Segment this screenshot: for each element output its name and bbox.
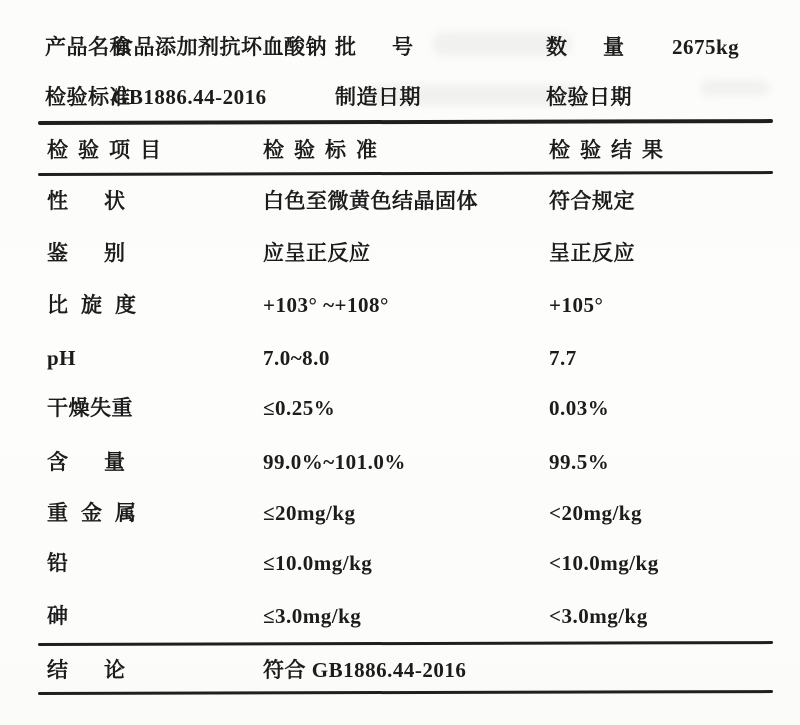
- conclusion-row: [0, 658, 800, 684]
- info-row-product: [0, 35, 800, 61]
- item-name: 干燥失重: [47, 396, 133, 420]
- table-row: [0, 604, 800, 630]
- table-row: [0, 346, 800, 372]
- item-standard: 应呈正反应: [263, 241, 371, 265]
- item-result: 0.03%: [549, 396, 610, 420]
- item-result: 7.7: [549, 346, 577, 370]
- column-header-standard: 检验标准: [263, 138, 387, 162]
- table-row: [0, 551, 800, 577]
- item-result: 符合规定: [549, 189, 635, 213]
- conclusion-label: 结论: [47, 658, 161, 682]
- quantity-value: 2675kg: [672, 35, 740, 59]
- item-standard: ≤20mg/kg: [263, 501, 356, 525]
- item-name: 重金属: [47, 501, 149, 525]
- item-result: <10.0mg/kg: [549, 551, 659, 575]
- item-result: 99.5%: [549, 450, 610, 474]
- item-result: <20mg/kg: [549, 501, 642, 525]
- divider-bottom: [38, 690, 773, 695]
- table-row: [0, 450, 800, 476]
- manufacture-date-label: 制造日期: [335, 85, 421, 109]
- column-header-result: 检验结果: [549, 138, 673, 162]
- item-name: 比旋度: [47, 293, 149, 317]
- quantity-label: 数量: [546, 35, 660, 59]
- item-result: <3.0mg/kg: [549, 604, 648, 628]
- item-standard: 99.0%~101.0%: [263, 450, 406, 474]
- item-name: 鉴别: [47, 241, 161, 265]
- item-name: 性状: [47, 189, 161, 213]
- inspection-standard-value: GB1886.44-2016: [112, 85, 267, 109]
- item-result: 呈正反应: [549, 241, 635, 265]
- divider-top: [38, 119, 773, 125]
- inspection-date-label: 检验日期: [546, 85, 632, 109]
- inspection-standard-label: 检验标准: [45, 85, 131, 109]
- item-standard: ≤3.0mg/kg: [263, 604, 362, 628]
- product-name-value: 食品添加剂抗坏血酸钠: [112, 35, 327, 59]
- conclusion-value: 符合 GB1886.44-2016: [263, 658, 467, 682]
- table-header-row: [0, 138, 800, 164]
- table-row: [0, 189, 800, 215]
- divider-conclusion-top: [38, 641, 773, 646]
- table-row: [0, 241, 800, 267]
- column-header-item: 检验项目: [47, 138, 171, 162]
- item-name: 含量: [47, 450, 161, 474]
- item-result: +105°: [549, 293, 604, 317]
- item-standard: ≤10.0mg/kg: [263, 551, 373, 575]
- batch-number-label: 批号: [335, 35, 449, 59]
- item-standard: 白色至微黄色结晶固体: [263, 189, 478, 213]
- item-name: 铅: [47, 551, 69, 575]
- table-row: [0, 501, 800, 527]
- item-standard: +103° ~+108°: [263, 293, 389, 317]
- item-name: 砷: [47, 604, 69, 628]
- info-row-standard: [0, 85, 800, 111]
- item-standard: ≤0.25%: [263, 396, 336, 420]
- table-row: [0, 396, 800, 422]
- product-name-label: 产品名称: [45, 35, 131, 59]
- table-row: [0, 293, 800, 319]
- divider-header: [38, 171, 773, 176]
- item-standard: 7.0~8.0: [263, 346, 330, 370]
- item-name: pH: [47, 346, 77, 370]
